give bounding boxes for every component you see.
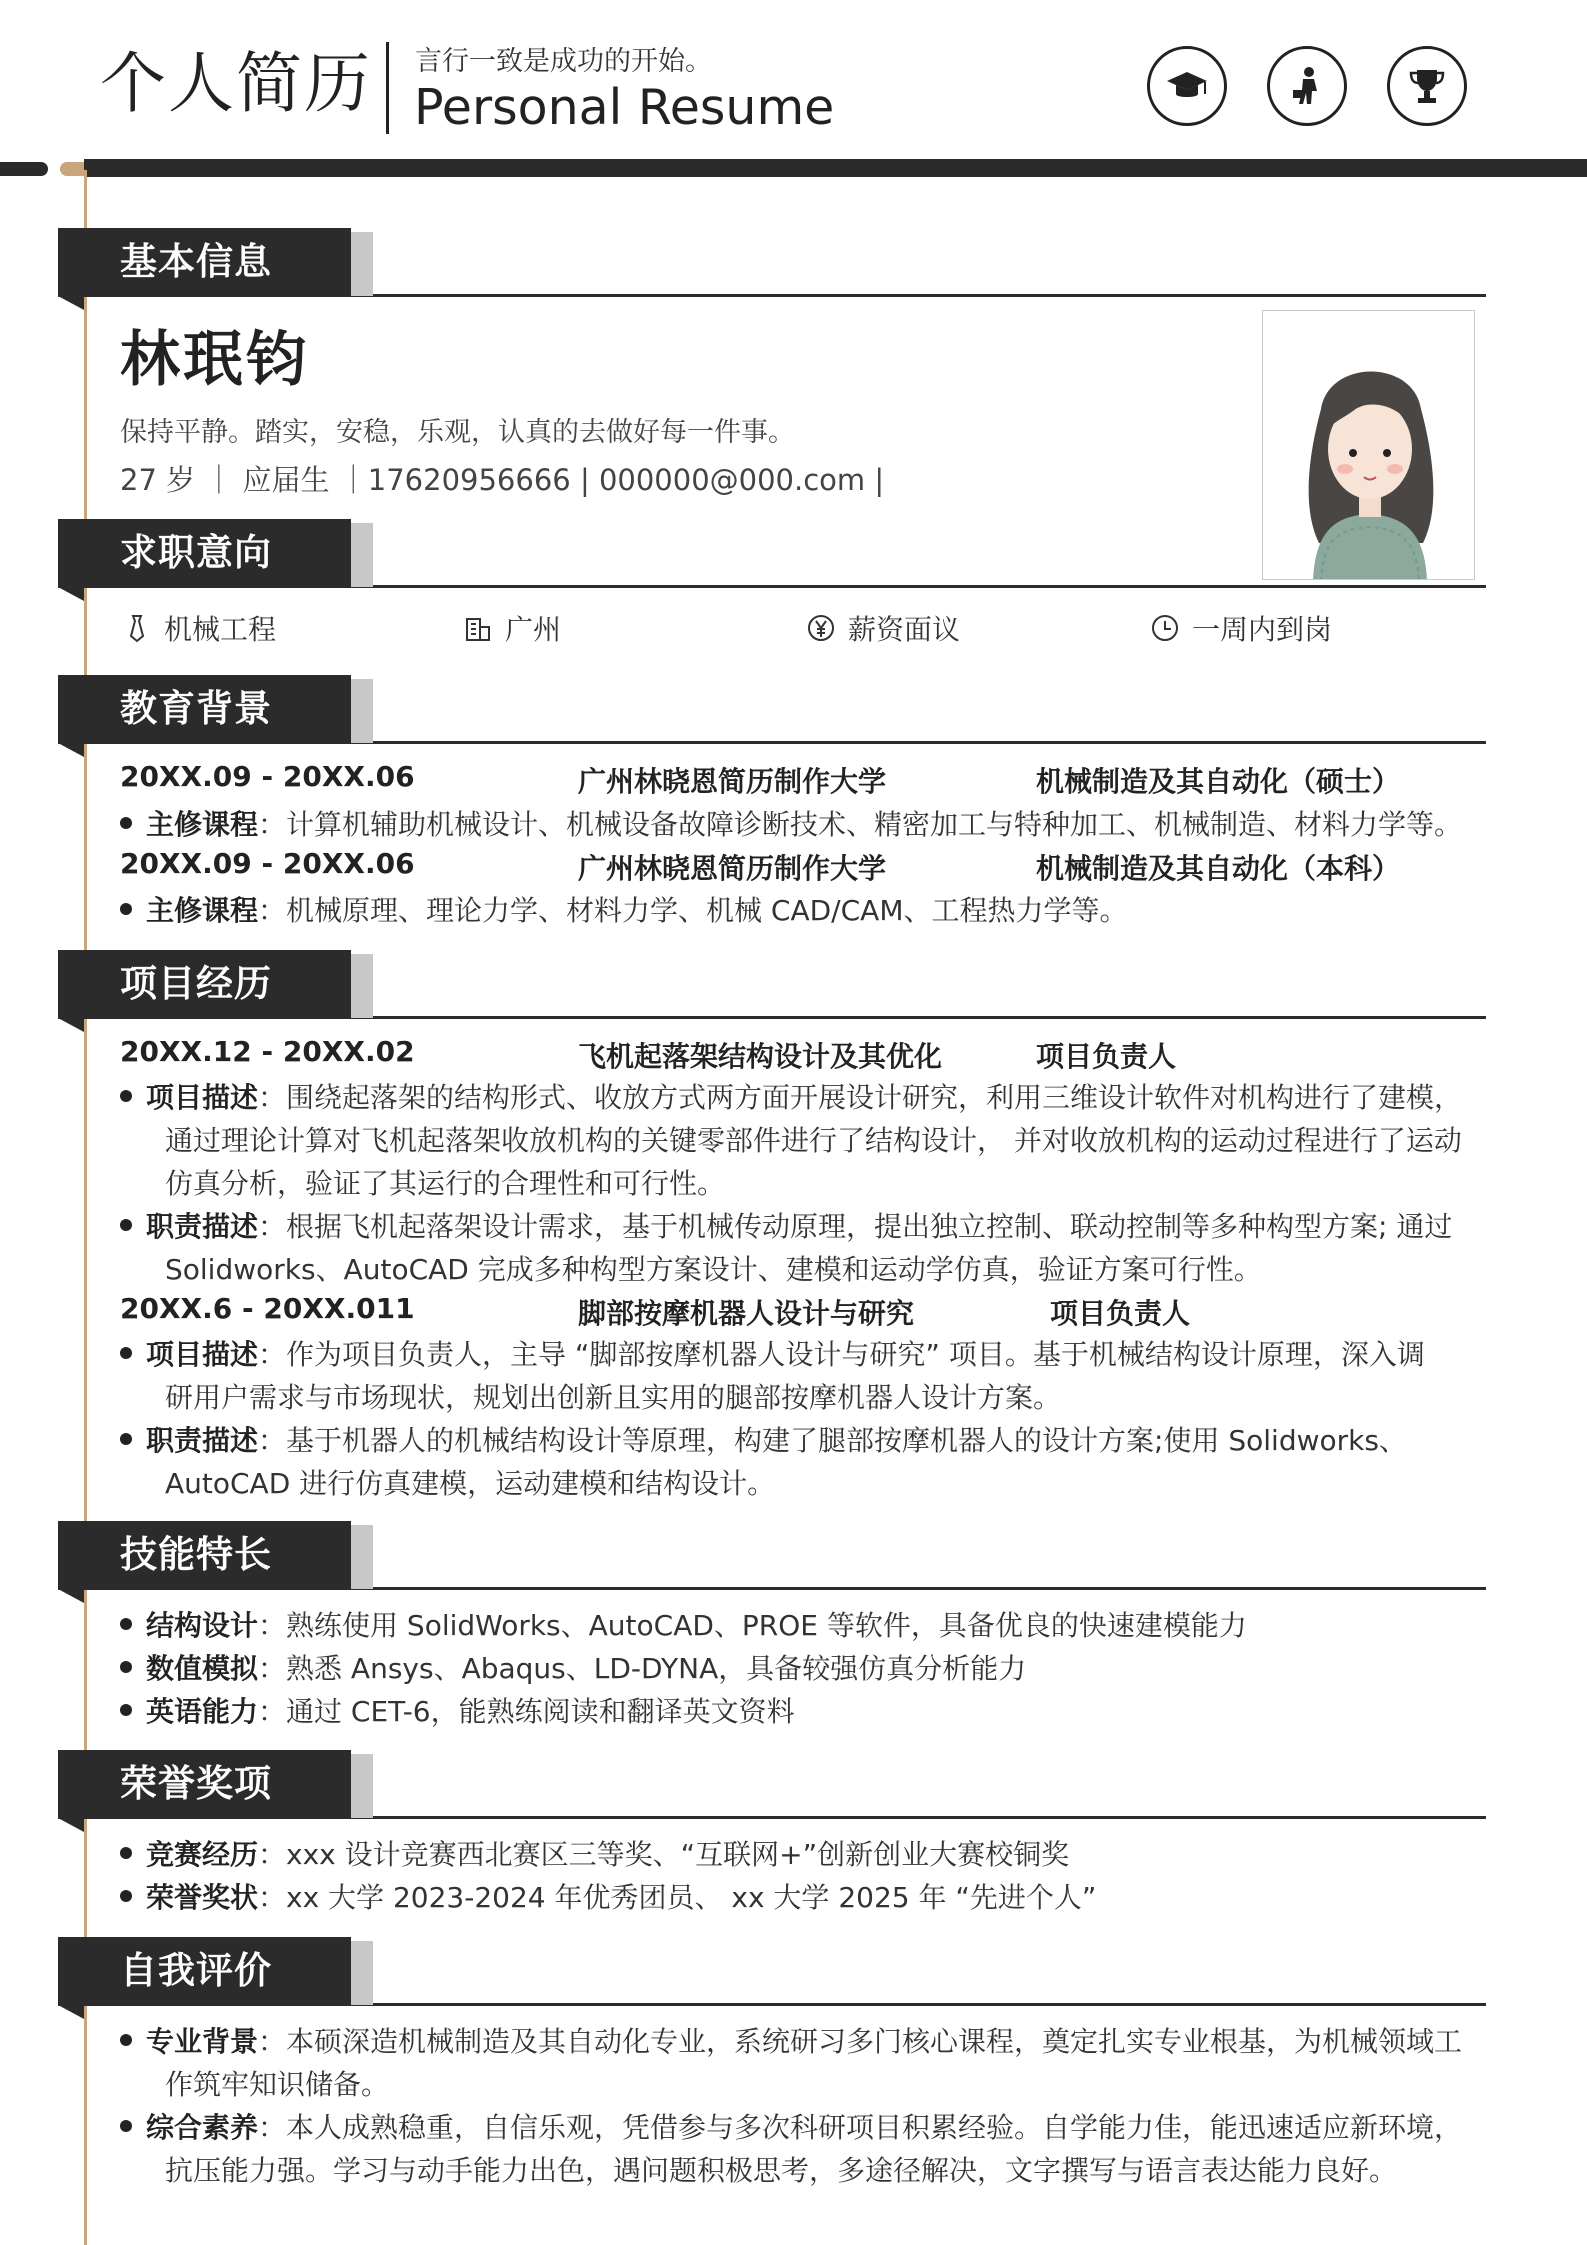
building-icon [463, 613, 493, 643]
section-title: 自我评价 [120, 1949, 272, 1992]
worker-icon [1267, 46, 1347, 126]
project-desc-line: 仿真分析，验证了其运行的合理性和可行性。 [165, 1167, 726, 1200]
intent-city-text: 广州 [505, 613, 562, 646]
timeline-line [84, 170, 87, 2245]
edu-period: 20XX.09 - 20XX.06 [120, 847, 415, 880]
trophy-icon [1387, 46, 1467, 126]
project-duty: 职责描述：基于机器人的机械结构设计等原理，构建了腿部按摩机器人的设计方案;使用 Solidworks、 [120, 1419, 1407, 1462]
intent-arrival [1150, 608, 1332, 648]
skill-item: 数值模拟：熟悉 Ansys、Abaqus、LD-DYNA，具备较强仿真分析能力 [120, 1647, 1026, 1690]
project-name: 脚部按摩机器人设计与研究 [578, 1297, 915, 1330]
page-title: 个人简历 [100, 45, 372, 122]
self-item: 综合素养：本人成熟稳重，自信乐观，凭借参与多次科研项目积累经验。自学能力佳，能迅速适应新环境， [120, 2106, 1462, 2149]
edu-school: 广州林晓恩简历制作大学 [578, 765, 887, 798]
section-honors [58, 1750, 1486, 1830]
skill-item: 英语能力：通过 CET-6，能熟练阅读和翻译英文资料 [120, 1690, 795, 1733]
edu-period: 20XX.09 - 20XX.06 [120, 760, 415, 793]
project-duty: 职责描述：根据飞机起落架设计需求，基于机械传动原理，提出独立控制、联动控制等多种构型方案; 通过 [120, 1205, 1452, 1248]
section-title: 荣誉奖项 [120, 1762, 272, 1805]
project-role: 项目负责人 [1050, 1297, 1191, 1330]
intent-salary-text: 薪资面议 [848, 613, 961, 646]
edu-school: 广州林晓恩简历制作大学 [578, 852, 887, 885]
skill-item: 结构设计：熟练使用 SolidWorks、AutoCAD、PROE 等软件，具备优良的快速建模能力 [120, 1604, 1247, 1647]
section-skills [58, 1521, 1486, 1601]
project-desc: 项目描述：围绕起落架的结构形式、收放方式两方面开展设计研究，利用三维设计软件对机构进行了建模， [120, 1076, 1462, 1119]
self-item: 专业背景：本硕深造机械制造及其自动化专业，系统研习多门核心课程，奠定扎实专业根基，为机械领域工 [120, 2020, 1462, 2063]
honor-item: 荣誉奖状：xx 大学 2023-2024 年优秀团员、 xx 大学 2025 年 “先进个人” [120, 1876, 1096, 1919]
section-self-evaluation [58, 1937, 1486, 2017]
section-job-intent [58, 519, 1486, 599]
section-education [58, 675, 1486, 755]
header-bar [84, 159, 1587, 177]
section-projects [58, 950, 1486, 1030]
edu-major: 机械制造及其自动化（本科） [1036, 852, 1401, 885]
project-role: 项目负责人 [1036, 1040, 1177, 1073]
header-motto: 言行一致是成功的开始。 [415, 46, 712, 77]
project-period: 20XX.12 - 20XX.02 [120, 1035, 415, 1068]
candidate-contact: 27 岁 ｜ 应届生 ｜17620956666 | 000000@000.com | [120, 463, 885, 497]
project-duty-line: Solidworks、AutoCAD 完成多种构型方案设计、建模和运动学仿真，验证方案可行性。 [165, 1253, 1262, 1286]
section-title: 项目经历 [120, 962, 272, 1005]
intent-city [463, 608, 561, 648]
edu-courses: 主修课程：计算机辅助机械设计、机械设备故障诊断技术、精密加工与特种加工、机械制造、材料力学等。 [120, 803, 1462, 846]
project-duty-line: AutoCAD 进行仿真建模，运动建模和结构设计。 [165, 1467, 776, 1500]
section-title: 基本信息 [120, 240, 272, 283]
candidate-slogan: 保持平静。踏实，安稳，乐观，认真的去做好每一件事。 [120, 417, 795, 448]
tie-icon [122, 613, 152, 643]
project-period: 20XX.6 - 20XX.011 [120, 1292, 415, 1325]
yen-icon [806, 613, 836, 643]
project-desc-line: 通过理论计算对飞机起落架收放机构的关键零部件进行了结构设计， 并对收放机构的运动过程进行了运动 [165, 1124, 1462, 1157]
edu-major: 机械制造及其自动化（硕士） [1036, 765, 1401, 798]
intent-job-text: 机械工程 [164, 613, 277, 646]
project-desc-line: 研用户需求与市场现状，规划出创新且实用的腿部按摩机器人设计方案。 [165, 1381, 1062, 1414]
edu-courses: 主修课程：机械原理、理论力学、材料力学、机械 CAD/CAM、工程热力学等。 [120, 889, 1127, 932]
intent-job [122, 608, 276, 648]
graduation-cap-icon [1147, 46, 1227, 126]
section-title: 技能特长 [120, 1533, 272, 1576]
project-name: 飞机起落架结构设计及其优化 [578, 1040, 943, 1073]
header-title-en: Personal Resume [414, 79, 835, 136]
section-title: 教育背景 [120, 687, 272, 730]
intent-salary [806, 608, 960, 648]
candidate-name: 林珉钧 [120, 325, 309, 395]
self-item-line: 作筑牢知识储备。 [165, 2068, 390, 2101]
section-basic-info [58, 228, 1486, 308]
self-item-line: 抗压能力强。学习与动手能力出色，遇问题积极思考，多途径解决，文字撰写与语言表达能力良好。 [165, 2154, 1398, 2187]
project-desc: 项目描述：作为项目负责人，主导 “脚部按摩机器人设计与研究” 项目。基于机械结构设计原理，深入调 [120, 1333, 1425, 1376]
header-divider [386, 42, 389, 134]
honor-item: 竞赛经历：xxx 设计竞赛西北赛区三等奖、“互联网+”创新创业大赛校铜奖 [120, 1833, 1069, 1876]
section-title: 求职意向 [120, 531, 272, 574]
clock-icon [1150, 613, 1180, 643]
header-bar-left [0, 162, 48, 176]
intent-arrival-text: 一周内到岗 [1192, 613, 1333, 646]
